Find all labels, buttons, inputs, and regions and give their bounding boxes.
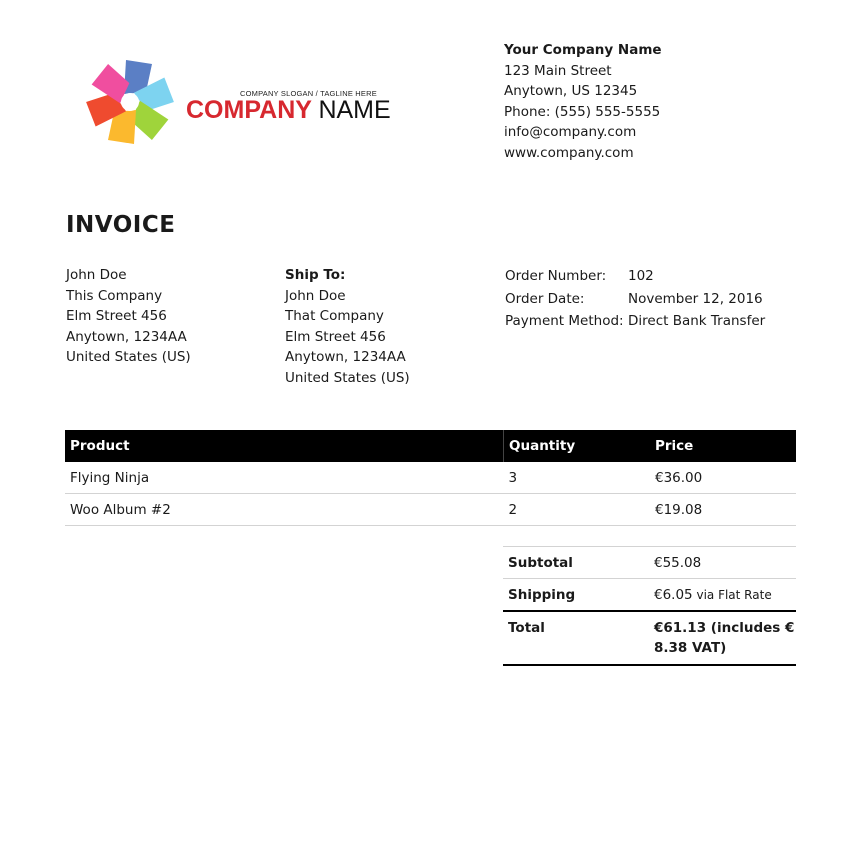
billing-city: Anytown, 1234AA xyxy=(66,328,187,345)
company-info xyxy=(504,40,662,163)
total-vat-line: 8.38 VAT) xyxy=(654,640,727,656)
billing-street: Elm Street 456 xyxy=(66,308,167,324)
item-product: Flying Ninja xyxy=(65,462,504,494)
company-logo-name xyxy=(186,96,391,125)
order-date-label: Order Date: xyxy=(505,290,585,307)
item-quantity: 3 xyxy=(504,462,651,494)
product-column-header: Product xyxy=(65,430,504,462)
table-row xyxy=(65,494,796,526)
payment-method-label: Payment Method: xyxy=(505,313,624,329)
shipping-value xyxy=(649,579,796,612)
logo-name-primary: COMPANY xyxy=(186,96,312,124)
order-date-row xyxy=(505,288,765,311)
price-column-header: Price xyxy=(650,430,796,462)
billing-address xyxy=(66,265,191,368)
shipping-method: via Flat Rate xyxy=(692,588,772,602)
subtotal-label: Subtotal xyxy=(503,547,649,579)
shipping-street: Elm Street 456 xyxy=(285,328,386,345)
ship-to-heading: Ship To: xyxy=(285,267,346,283)
payment-method-row xyxy=(505,310,765,333)
order-details xyxy=(505,265,765,333)
company-website: www.company.com xyxy=(504,144,634,161)
quantity-column-header: Quantity xyxy=(504,430,651,462)
billing-company: This Company xyxy=(66,287,163,304)
shipping-name: John Doe xyxy=(285,287,346,304)
pinwheel-logo-icon xyxy=(70,40,190,170)
company-name: Your Company Name xyxy=(504,42,662,58)
order-totals xyxy=(503,546,796,666)
billing-country: United States (US) xyxy=(66,349,191,365)
order-number-label: Order Number: xyxy=(505,268,607,284)
shipping-company: That Company xyxy=(285,308,384,324)
company-email: info@company.com xyxy=(504,124,637,140)
items-table xyxy=(65,430,796,526)
item-price: €36.00 xyxy=(650,462,796,494)
subtotal-value: €55.08 xyxy=(649,547,796,579)
billing-name: John Doe xyxy=(66,267,127,283)
company-logo xyxy=(70,40,391,170)
order-number-value: 102 xyxy=(628,268,654,284)
total-label: Total xyxy=(503,611,649,665)
total-row xyxy=(503,611,796,665)
table-row xyxy=(65,462,796,494)
company-slogan: COMPANY SLOGAN / TAGLINE HERE xyxy=(240,89,377,98)
item-price: €19.08 xyxy=(650,494,796,526)
shipping-country: United States (US) xyxy=(285,369,410,386)
items-header-row xyxy=(65,430,796,462)
subtotal-row xyxy=(503,547,796,579)
shipping-row xyxy=(503,579,796,612)
company-phone: Phone: (555) 555-5555 xyxy=(504,103,661,120)
order-number-row xyxy=(505,265,765,288)
payment-method-value: Direct Bank Transfer xyxy=(628,313,766,329)
item-quantity: 2 xyxy=(504,494,651,526)
shipping-label: Shipping xyxy=(503,579,649,612)
logo-name-secondary: NAME xyxy=(318,96,391,124)
invoice-title: INVOICE xyxy=(66,212,176,238)
order-date-value: November 12, 2016 xyxy=(628,290,763,307)
company-street: 123 Main Street xyxy=(504,62,612,79)
company-city: Anytown, US 12345 xyxy=(504,83,638,99)
total-value xyxy=(649,611,796,665)
shipping-city: Anytown, 1234AA xyxy=(285,349,406,365)
shipping-address xyxy=(285,265,410,388)
item-product: Woo Album #2 xyxy=(65,494,504,526)
total-amount-line: €61.13 (includes € xyxy=(654,620,795,636)
shipping-amount: €6.05 xyxy=(654,587,693,603)
